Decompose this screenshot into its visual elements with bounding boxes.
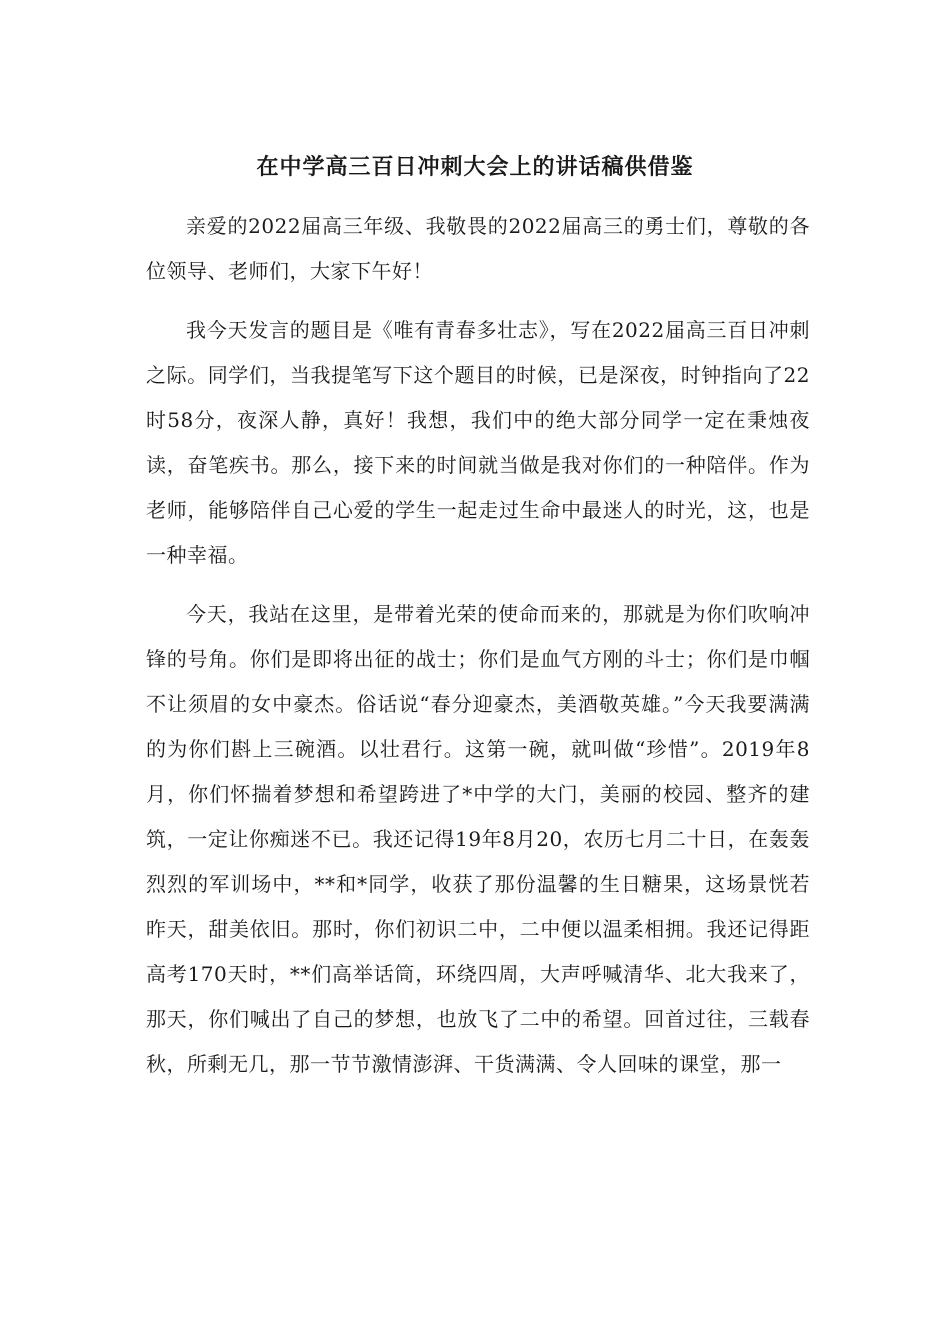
paragraph-mission: 今天，我站在这里，是带着光荣的使命而来的，那就是为你们吹响冲锋的号角。你们是即将出征的战士；你们是血气方刚的斗士；你们是巾帼不让须眉的女中豪杰。俗话说“春分迎豪杰，美酒敬英雄。”今天我要满满的为你们斟上三碗酒。以壮君行。这第一碗，就叫做“珍惜”。2019年8月，你们怀揣着梦想和希望跨进了*中学的大门，美丽的校园、整齐的建筑，一定让你痴迷不已。我还记得19年8月20，农历七月二十日，在轰轰烈烈的军训场中，**和*同学，收获了那份温馨的生日糖果，这场景恍若昨天，甜美依旧。那时，你们初识二中，二中便以温柔相拥。我还记得距高考170天时，**们高举话筒，环绕四周，大声呼喊清华、北大我来了，那天，你们喊出了自己的梦想，也放飞了二中的希望。回首过往，三载春秋，所剩无几，那一节节激情澎湃、干货满满、令人回味的课堂，那一 bbox=[146, 602, 810, 1076]
document-title: 在中学高三百日冲刺大会上的讲话稿供借鉴 bbox=[256, 155, 694, 180]
paragraph-topic: 我今天发言的题目是《唯有青春多壮志》，写在2022届高三百日冲刺之际。同学们，当我提笔写下这个题目的时候，已是深夜，时钟指向了22时58分，夜深人静，真好！我想，我们中的绝大部分同学一定在秉烛夜读，奋笔疾书。那么，接下来的时间就当做是我对你们的一种陪伴。作为老师，能够陪伴自己心爱的学生一起走过生命中最迷人的时光，这，也是一种幸福。 bbox=[146, 318, 810, 567]
document-body bbox=[146, 204, 810, 1101]
paragraph-greeting: 亲爱的2022届高三年级、我敬畏的2022届高三的勇士们，尊敬的各位领导、老师们，大家下午好！ bbox=[146, 214, 810, 283]
